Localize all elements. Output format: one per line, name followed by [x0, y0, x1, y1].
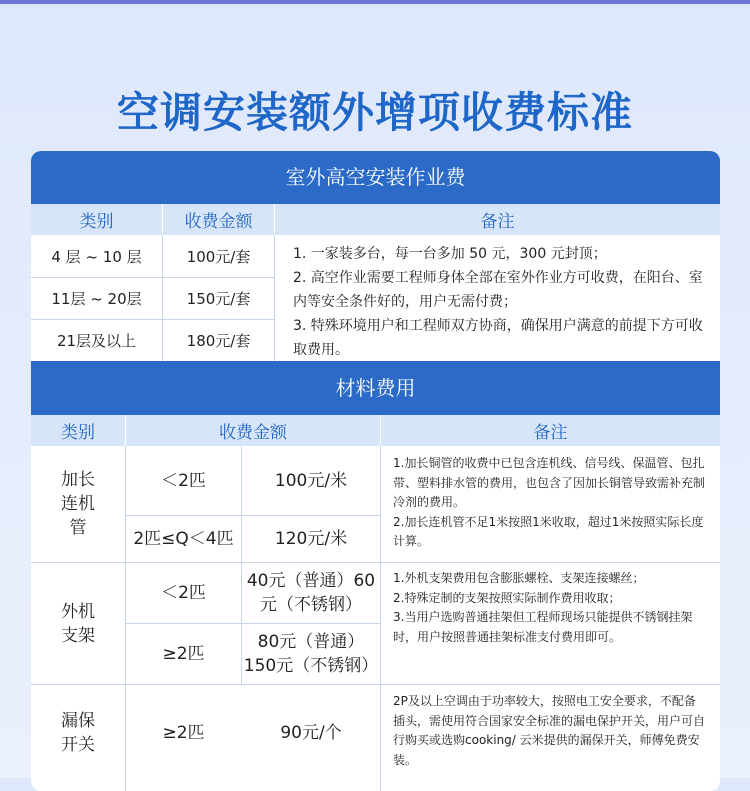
table-row-price: 180元/套 [186, 332, 251, 350]
table-row-category: 21层及以上 [56, 332, 137, 350]
remark-item: 2.加长连机管不足1米按照1米收取，超过1米按照实际长度计算。 [393, 514, 704, 548]
remark-item: 2.特殊定制的支架按照实际制作费用收取； [393, 590, 621, 605]
category-outdoor-bracket [31, 563, 125, 684]
category-label: 加长连机管 [61, 470, 95, 538]
remark-item: 2. 高空作业需要工程师身体全部在室外作业方可收费，在阳台、室内等安全条件好的，用户无需付费； [293, 270, 703, 310]
header-category: 类别 [31, 204, 162, 235]
category-label: 漏保开关 [61, 711, 95, 755]
table-row-spec: ≥2匹 [162, 644, 205, 664]
table-row-price: 90元/个 [280, 723, 342, 743]
divider [380, 446, 381, 791]
table-row-price: 120元/米 [274, 529, 348, 549]
table-row-spec: 2匹≤Q＜4匹 [133, 529, 234, 549]
page-title: 空调安装额外增项收费标准 [116, 88, 633, 137]
table-row-price: 100元/米 [274, 470, 348, 491]
table-row-price: 150元/套 [186, 290, 251, 308]
section-title-materials: 材料费用 [31, 361, 720, 415]
remarks-list [393, 454, 705, 552]
remarks-list [393, 569, 705, 647]
table-row-category: 11层 ~ 20层 [51, 290, 142, 308]
remarks-list [393, 692, 705, 770]
divider [274, 235, 275, 361]
table-row-price: 100元/套 [186, 248, 251, 266]
remark-item: 3. 特殊环境用户和工程师双方协商，确保用户满意的前提下方可收取费用。 [293, 318, 703, 358]
header-remarks: 备注 [381, 415, 720, 446]
table-row-spec: ＜2匹 [161, 583, 206, 603]
table-row-category: 4 层 ~ 10 层 [51, 248, 142, 266]
fee-table-card [31, 151, 720, 791]
remark-item: 1.外机支架费用包含膨胀螺栓、支架连接螺丝； [393, 571, 645, 585]
top-accent-line [0, 0, 750, 4]
header-price: 收费金额 [163, 204, 274, 235]
remark-item: 1. 一家装多台，每一台多加 50 元，300 元封顶； [293, 246, 607, 262]
remark-item: 2P及以上空调由于功率较大，按照电工安全要求，不配备插头，需使用符合国家安全标准的漏电保护开关，用户可自行购买或选购cooking/ 云米提供的漏保开关，师傅免费安装。 [393, 694, 706, 767]
remark-item: 1.加长铜管的收费中已包含连机线、信号线、保温管、包扎带、塑料排水管的费用，也包含了因加长铜管导致需补充制冷剂的费用。 [393, 456, 706, 509]
section-title-high-altitude: 室外高空安装作业费 [31, 151, 720, 204]
header-remarks: 备注 [275, 204, 720, 235]
category-extension-pipe [31, 446, 125, 562]
header-category: 类别 [31, 415, 125, 446]
remark-item: 3.当用户选购普通挂架但工程师现场只能提供不锈钢挂架时，用户按照普通挂架标准支付费用即可。 [393, 610, 693, 644]
table-row-spec: ≥2匹 [162, 723, 205, 743]
table-row-price: 80元（普通）150元（不锈钢） [243, 632, 379, 676]
table-row-price: 40元（普通）60元（不锈钢） [246, 571, 376, 615]
category-label: 外机支架 [61, 601, 95, 646]
remarks-list [293, 242, 703, 362]
header-price: 收费金额 [126, 415, 380, 446]
category-leakage-protector [31, 685, 125, 781]
table-row-spec: ＜2匹 [161, 470, 206, 491]
